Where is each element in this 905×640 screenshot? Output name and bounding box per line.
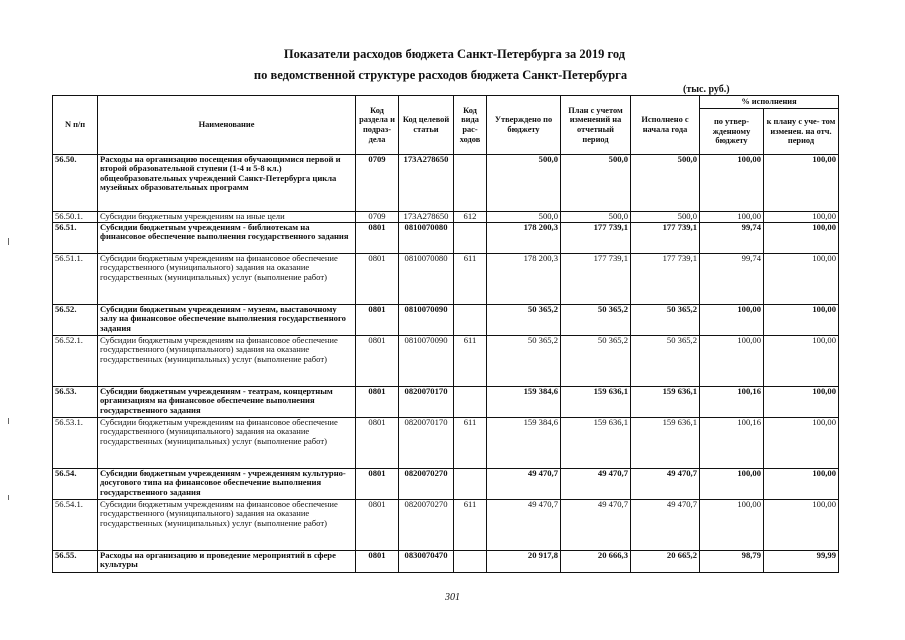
- header-pct-budget: по утвер- жденному бюджету: [700, 109, 764, 155]
- header-target: Код целевой статьи: [399, 96, 454, 155]
- cell-approved: 159 384,6: [487, 387, 561, 418]
- cell-name: Субсидии бюджетным учреждениям - музеям, выставочному залу на финансовое обеспечение выполнения государственного задания: [98, 305, 356, 336]
- cell-name: Субсидии бюджетным учреждениям на финансовое обеспечение государственного (муниципального) задания на оказание государственных (муниципальных) услуг (выполнение работ): [98, 336, 356, 387]
- cell-pct-budget: 100,00: [700, 305, 764, 336]
- cell-type: [454, 223, 487, 254]
- cell-name: Субсидии бюджетным учреждениям - учреждениям культурно-досугового типа на финансовое обеспечение выполнения государственного задания: [98, 469, 356, 500]
- cell-approved: 20 917,8: [487, 551, 561, 573]
- cell-pct-plan: 100,00: [764, 155, 839, 212]
- cell-target: 0810070080: [399, 223, 454, 254]
- cell-plan: 500,0: [561, 155, 631, 212]
- cell-executed: 159 636,1: [631, 387, 700, 418]
- cell-num: 56.53.1.: [53, 418, 98, 469]
- cell-plan: 49 470,7: [561, 500, 631, 551]
- cell-section: 0801: [356, 551, 399, 573]
- cell-num: 56.52.: [53, 305, 98, 336]
- cell-pct-budget: 100,00: [700, 500, 764, 551]
- cell-num: 56.50.1.: [53, 212, 98, 223]
- cell-num: 56.54.: [53, 469, 98, 500]
- cell-num: 56.54.1.: [53, 500, 98, 551]
- cell-target: 0810070080: [399, 254, 454, 305]
- table-row: [53, 212, 839, 223]
- cell-executed: 177 739,1: [631, 223, 700, 254]
- cell-pct-budget: 100,16: [700, 387, 764, 418]
- cell-pct-budget: 100,16: [700, 418, 764, 469]
- cell-pct-plan: 100,00: [764, 469, 839, 500]
- report-title: Показатели расходов бюджета Санкт-Петербурга за 2019 год: [283, 47, 626, 61]
- cell-executed: 500,0: [631, 155, 700, 212]
- margin-mark: [8, 495, 9, 500]
- cell-approved: 159 384,6: [487, 418, 561, 469]
- report-subtitle: по ведомственной структуре расходов бюджета Санкт-Петербурга: [253, 68, 628, 82]
- cell-section: 0801: [356, 500, 399, 551]
- cell-pct-budget: 100,00: [700, 336, 764, 387]
- cell-type: 612: [454, 212, 487, 223]
- table-row: [53, 387, 839, 418]
- header-executed: Исполнено с начала года: [631, 96, 700, 155]
- cell-type: [454, 155, 487, 212]
- cell-type: [454, 469, 487, 500]
- header-section: Код раздела и подраз- дела: [356, 96, 399, 155]
- table-row: [53, 418, 839, 469]
- cell-type: 611: [454, 254, 487, 305]
- cell-section: 0801: [356, 254, 399, 305]
- cell-target: 0830070470: [399, 551, 454, 573]
- cell-approved: 500,0: [487, 155, 561, 212]
- header-pct-group: % исполнения: [700, 96, 839, 109]
- cell-pct-budget: 100,00: [700, 212, 764, 223]
- cell-num: 56.50.: [53, 155, 98, 212]
- cell-executed: 50 365,2: [631, 336, 700, 387]
- cell-target: 173А278650: [399, 155, 454, 212]
- table-row: [53, 469, 839, 500]
- cell-target: 0820070270: [399, 500, 454, 551]
- cell-pct-plan: 100,00: [764, 305, 839, 336]
- cell-section: 0801: [356, 305, 399, 336]
- units-label: (тыс. руб.): [683, 84, 730, 95]
- cell-pct-budget: 100,00: [700, 469, 764, 500]
- cell-pct-plan: 100,00: [764, 418, 839, 469]
- cell-pct-plan: 99,99: [764, 551, 839, 573]
- cell-num: 56.51.: [53, 223, 98, 254]
- cell-pct-budget: 100,00: [700, 155, 764, 212]
- table-row: [53, 223, 839, 254]
- cell-section: 0801: [356, 418, 399, 469]
- cell-plan: 159 636,1: [561, 387, 631, 418]
- cell-type: [454, 387, 487, 418]
- cell-executed: 49 470,7: [631, 500, 700, 551]
- cell-pct-plan: 100,00: [764, 223, 839, 254]
- margin-mark: [8, 238, 9, 245]
- cell-pct-budget: 99,74: [700, 254, 764, 305]
- cell-name: Субсидии бюджетным учреждениям на финансовое обеспечение государственного (муниципального) задания на оказание государственных (муниципальных) услуг (выполнение работ): [98, 418, 356, 469]
- cell-name: Субсидии бюджетным учреждениям - библиотекам на финансовое обеспечение выполнения государственного задания: [98, 223, 356, 254]
- cell-name: Расходы на организацию посещения обучающимися первой и второй образовательной ступени (1-4 и 5-8 кл.) общеобразовательных учреждений Санкт-Петербурга цикла музейных образовательных программ: [98, 155, 356, 212]
- cell-plan: 50 365,2: [561, 305, 631, 336]
- cell-section: 0801: [356, 223, 399, 254]
- cell-type: 611: [454, 418, 487, 469]
- cell-name: Субсидии бюджетным учреждениям на финансовое обеспечение государственного (муниципального) задания на оказание государственных (муниципальных) услуг (выполнение работ): [98, 254, 356, 305]
- header-num: N п/п: [53, 96, 98, 155]
- cell-target: 0810070090: [399, 336, 454, 387]
- cell-name: Субсидии бюджетным учреждениям на финансовое обеспечение государственного (муниципального) задания на оказание государственных (муниципальных) услуг (выполнение работ): [98, 500, 356, 551]
- cell-name: Субсидии бюджетным учреждениям - театрам, концертным организациям на финансовое обеспечение выполнения государственного задания: [98, 387, 356, 418]
- cell-type: 611: [454, 500, 487, 551]
- cell-pct-plan: 100,00: [764, 387, 839, 418]
- cell-approved: 49 470,7: [487, 469, 561, 500]
- cell-executed: 159 636,1: [631, 418, 700, 469]
- cell-plan: 49 470,7: [561, 469, 631, 500]
- cell-target: 173А278650: [399, 212, 454, 223]
- cell-executed: 20 665,2: [631, 551, 700, 573]
- header-type: Код вида рас- ходов: [454, 96, 487, 155]
- table-row: [53, 305, 839, 336]
- cell-pct-plan: 100,00: [764, 212, 839, 223]
- table-row: [53, 551, 839, 573]
- header-pct-plan: к плану с уче- том изменен. на отч. период: [764, 109, 839, 155]
- cell-approved: 178 200,3: [487, 223, 561, 254]
- cell-name: Субсидии бюджетным учреждениям на иные цели: [98, 212, 356, 223]
- cell-section: 0709: [356, 155, 399, 212]
- cell-approved: 500,0: [487, 212, 561, 223]
- margin-mark: [8, 418, 9, 424]
- cell-plan: 177 739,1: [561, 223, 631, 254]
- table-row: [53, 500, 839, 551]
- cell-target: 0820070170: [399, 387, 454, 418]
- cell-approved: 50 365,2: [487, 336, 561, 387]
- cell-pct-plan: 100,00: [764, 254, 839, 305]
- cell-pct-budget: 98,79: [700, 551, 764, 573]
- cell-plan: 159 636,1: [561, 418, 631, 469]
- table-row: [53, 336, 839, 387]
- cell-executed: 500,0: [631, 212, 700, 223]
- cell-num: 56.55.: [53, 551, 98, 573]
- cell-plan: 500,0: [561, 212, 631, 223]
- cell-target: 0810070090: [399, 305, 454, 336]
- cell-plan: 177 739,1: [561, 254, 631, 305]
- cell-plan: 50 365,2: [561, 336, 631, 387]
- table-row: [53, 254, 839, 305]
- header-name: Наименование: [98, 96, 356, 155]
- cell-executed: 177 739,1: [631, 254, 700, 305]
- cell-type: 611: [454, 336, 487, 387]
- cell-type: [454, 551, 487, 573]
- cell-plan: 20 666,3: [561, 551, 631, 573]
- cell-executed: 50 365,2: [631, 305, 700, 336]
- cell-section: 0801: [356, 336, 399, 387]
- cell-target: 0820070170: [399, 418, 454, 469]
- table-body: [53, 155, 839, 573]
- cell-name: Расходы на организацию и проведение мероприятий в сфере культуры: [98, 551, 356, 573]
- page-number: 301: [445, 592, 460, 603]
- cell-section: 0709: [356, 212, 399, 223]
- cell-pct-plan: 100,00: [764, 336, 839, 387]
- header-approved: Утверждено по бюджету: [487, 96, 561, 155]
- cell-target: 0820070270: [399, 469, 454, 500]
- cell-num: 56.53.: [53, 387, 98, 418]
- cell-approved: 50 365,2: [487, 305, 561, 336]
- table-row: [53, 155, 839, 212]
- cell-approved: 49 470,7: [487, 500, 561, 551]
- cell-pct-plan: 100,00: [764, 500, 839, 551]
- cell-pct-budget: 99,74: [700, 223, 764, 254]
- cell-num: 56.52.1.: [53, 336, 98, 387]
- expenditure-table: [52, 95, 839, 573]
- cell-type: [454, 305, 487, 336]
- cell-section: 0801: [356, 387, 399, 418]
- cell-approved: 178 200,3: [487, 254, 561, 305]
- cell-executed: 49 470,7: [631, 469, 700, 500]
- cell-section: 0801: [356, 469, 399, 500]
- cell-num: 56.51.1.: [53, 254, 98, 305]
- header-plan: План с учетом изменений на отчетный период: [561, 96, 631, 155]
